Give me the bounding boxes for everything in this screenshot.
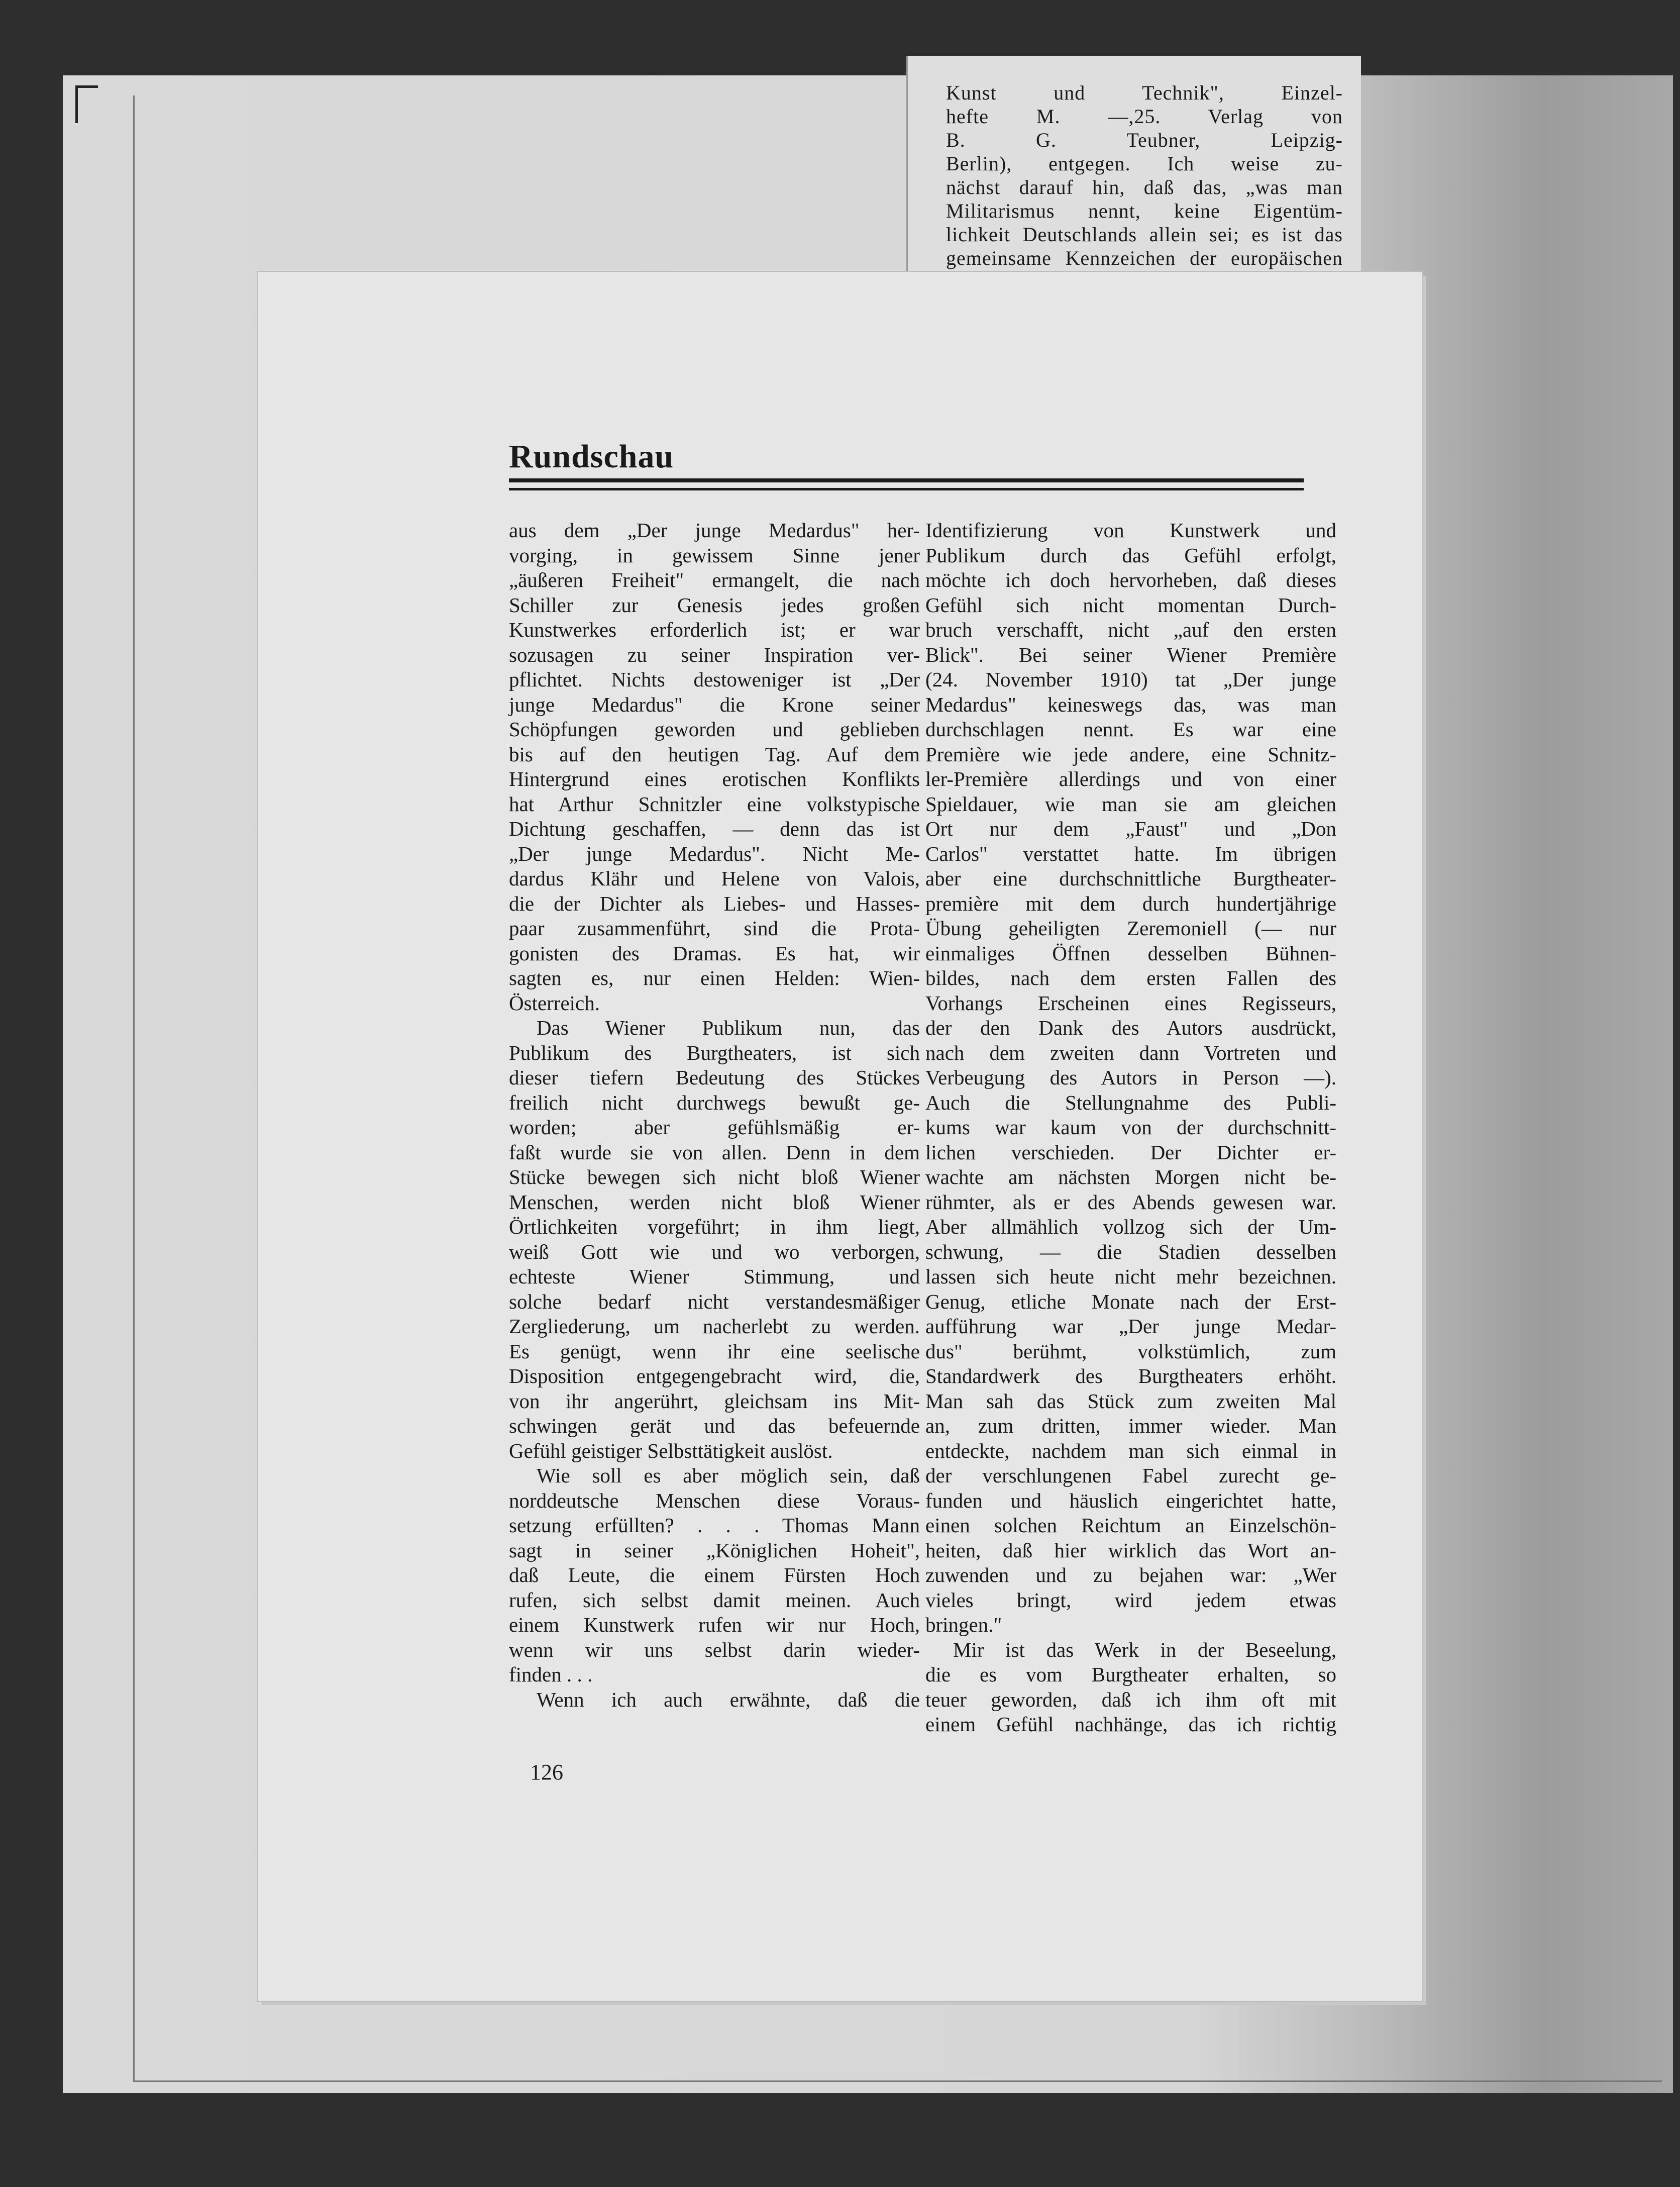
text-line: Vorhangs Erscheinen eines Regisseurs,: [925, 991, 1336, 1015]
text-line: Blick". Bei seiner Wiener Première: [925, 643, 1336, 666]
title-rule: [509, 478, 1304, 482]
text-line: vorging, in gewissem Sinne jener: [509, 543, 920, 567]
text-line: bildes, nach dem ersten Fallen des: [925, 966, 1336, 989]
text-line: Carlos" verstattet hatte. Im übrigen: [925, 842, 1336, 865]
text-line: rufen, sich selbst damit meinen. Auch: [509, 1588, 920, 1612]
text-line: der verschlungenen Fabel zurecht ge-: [925, 1464, 1336, 1487]
text-line: paar zusammenführt, sind die Prota-: [509, 917, 920, 940]
text-line: freilich nicht durchwegs bewußt ge-: [509, 1090, 920, 1114]
text-line: Kunstwerkes erforderlich ist; er war: [509, 618, 920, 641]
clipping-line: lichkeit Deutschlands allein sei; es ist das: [946, 223, 1343, 246]
text-line: Zergliederung, um nacherlebt zu werden.: [509, 1315, 920, 1338]
text-line: teuer geworden, daß ich ihm oft mit: [925, 1687, 1336, 1711]
text-line: Disposition entgegengebracht wird, die,: [509, 1364, 920, 1387]
text-line: lichen verschieden. Der Dichter er-: [925, 1140, 1336, 1164]
text-line: Medardus" keineswegs das, was man: [925, 692, 1336, 716]
text-line: Schöpfungen geworden und geblieben: [509, 718, 920, 741]
text-line: sozusagen zu seiner Inspiration ver-: [509, 643, 920, 666]
left-column: [509, 518, 920, 1712]
text-line: Es genügt, wenn ihr eine seelische: [509, 1339, 920, 1363]
text-line: finden . . .: [509, 1663, 593, 1686]
text-line: Auch die Stellungnahme des Publi-: [925, 1090, 1336, 1114]
text-line: Première wie jede andere, eine Schnitz-: [925, 742, 1336, 766]
clipping-line: nächst darauf hin, daß das, „was man: [946, 176, 1343, 198]
text-line: pflichtet. Nichts destoweniger ist „Der: [509, 668, 920, 691]
text-line: durchschlagen nennt. Es war eine: [925, 718, 1336, 741]
text-line: nach dem zweiten dann Vortreten und: [925, 1041, 1336, 1064]
text-line: rühmter, als er des Abends gewesen war.: [925, 1190, 1336, 1214]
clipping-line: gemeinsame Kennzeichen der europäischen: [946, 247, 1343, 269]
text-line: faßt wurde sie von allen. Denn in dem: [509, 1140, 920, 1164]
clipping-line: Militarismus nennt, keine Eigentüm-: [946, 200, 1343, 222]
text-line: Publikum durch das Gefühl erfolgt,: [925, 543, 1336, 567]
text-line: an, zum dritten, immer wieder. Man: [925, 1414, 1336, 1437]
text-line: première mit dem durch hundertjährige: [925, 891, 1336, 915]
text-line: einen solchen Reichtum an Einzelschön-: [925, 1514, 1336, 1537]
text-line: lassen sich heute nicht mehr bezeichnen.: [925, 1265, 1336, 1288]
text-line: dus" berühmt, volkstümlich, zum: [925, 1339, 1336, 1363]
text-line: heiten, daß hier wirklich das Wort an-: [925, 1538, 1336, 1562]
text-line: Publikum des Burgtheaters, ist sich: [509, 1041, 920, 1064]
text-line: Gefühl sich nicht momentan Durch-: [925, 593, 1336, 617]
text-line: Wie soll es aber möglich sein, daß: [537, 1464, 920, 1487]
newspaper-clipping: [906, 56, 1361, 272]
text-line: funden und häuslich eingerichtet hatte,: [925, 1488, 1336, 1512]
text-line: „äußeren Freiheit" ermangelt, die nach: [509, 568, 920, 591]
text-line: möchte ich doch hervorheben, daß dieses: [925, 568, 1336, 591]
text-line: Schiller zur Genesis jedes großen: [509, 593, 920, 617]
text-line: Wenn ich auch erwähnte, daß die: [537, 1687, 920, 1711]
text-line: gonisten des Dramas. Es hat, wir: [509, 941, 920, 965]
text-line: hat Arthur Schnitzler eine volkstypische: [509, 792, 920, 816]
text-line: aufführung war „Der junge Medar-: [925, 1315, 1336, 1338]
title-rule-thin: [509, 488, 1304, 490]
text-line: bruch verschafft, nicht „auf den ersten: [925, 618, 1336, 641]
text-line: Stücke bewegen sich nicht bloß Wiener: [509, 1165, 920, 1188]
text-line: Österreich.: [509, 991, 600, 1015]
text-line: kums war kaum von der durchschnitt-: [925, 1116, 1336, 1139]
text-line: Übung geheiligten Zeremoniell (— nur: [925, 917, 1336, 940]
text-line: norddeutsche Menschen diese Voraus-: [509, 1488, 920, 1512]
text-line: junge Medardus" die Krone seiner: [509, 692, 920, 716]
text-line: Ort nur dem „Faust" und „Don: [925, 817, 1336, 840]
text-line: Verbeugung des Autors in Person —).: [925, 1066, 1336, 1089]
text-line: bis auf den heutigen Tag. Auf dem: [509, 742, 920, 766]
right-column: [925, 518, 1336, 1737]
text-line: schwingen gerät und das befeuernde: [509, 1414, 920, 1437]
section-title: Rundschau: [509, 438, 674, 475]
text-line: wachte am nächsten Morgen nicht be-: [925, 1165, 1336, 1188]
text-line: Identifizierung von Kunstwerk und: [925, 519, 1336, 542]
text-line: der den Dank des Autors ausdrückt,: [925, 1016, 1336, 1039]
text-line: zuwenden und zu bejahen war: „Wer: [925, 1563, 1336, 1586]
text-line: aus dem „Der junge Medardus" her-: [509, 519, 920, 542]
text-line: vieles bringt, wird jedem etwas: [925, 1588, 1336, 1612]
text-line: dieser tiefern Bedeutung des Stückes: [509, 1066, 920, 1089]
clipping-line: B. G. Teubner, Leipzig-: [946, 129, 1343, 151]
text-line: daß Leute, die einem Fürsten Hoch: [509, 1563, 920, 1586]
text-line: Genug, etliche Monate nach der Erst-: [925, 1289, 1336, 1313]
text-line: Standardwerk des Burgtheaters erhöht.: [925, 1364, 1336, 1387]
text-line: ler-Première allerdings und von einer: [925, 767, 1336, 790]
text-line: setzung erfüllten? . . . Thomas Mann: [509, 1514, 920, 1537]
text-line: dardus Klähr und Helene von Valois,: [509, 867, 920, 890]
text-line: Örtlichkeiten vorgeführt; in ihm liegt,: [509, 1215, 920, 1238]
text-line: einem Gefühl nachhänge, das ich richtig: [925, 1713, 1336, 1736]
text-line: sagt in seiner „Königlichen Hoheit",: [509, 1538, 920, 1562]
text-line: Mir ist das Werk in der Beseelung,: [953, 1638, 1336, 1661]
clipping-line: hefte M. —,25. Verlag von: [946, 105, 1343, 128]
text-line: von ihr angerührt, gleichsam ins Mit-: [509, 1389, 920, 1413]
clipping-line: Kunst und Technik", Einzel-: [946, 81, 1343, 104]
text-line: Hintergrund eines erotischen Konflikts: [509, 767, 920, 790]
text-line: Menschen, werden nicht bloß Wiener: [509, 1190, 920, 1214]
text-line: wenn wir uns selbst darin wieder-: [509, 1638, 920, 1661]
text-line: Man sah das Stück zum zweiten Mal: [925, 1389, 1336, 1413]
text-line: die es vom Burgtheater erhalten, so: [925, 1663, 1336, 1686]
text-line: Spieldauer, wie man sie am gleichen: [925, 792, 1336, 816]
text-line: worden; aber gefühlsmäßig er-: [509, 1116, 920, 1139]
text-line: Gefühl geistiger Selbsttätigkeit auslöst.: [509, 1439, 833, 1462]
clipping-line: Berlin), entgegen. Ich weise zu-: [946, 152, 1343, 175]
document-page: [258, 272, 1422, 2001]
text-line: weiß Gott wie und wo verborgen,: [509, 1240, 920, 1263]
text-line: schwung, — die Stadien desselben: [925, 1240, 1336, 1263]
text-line: aber eine durchschnittliche Burgtheater-: [925, 867, 1336, 890]
text-line: Dichtung geschaffen, — denn das ist: [509, 817, 920, 840]
text-line: „Der junge Medardus". Nicht Me-: [509, 842, 920, 865]
text-line: einmaliges Öffnen desselben Bühnen-: [925, 941, 1336, 965]
text-line: sagten es, nur einen Helden: Wien-: [509, 966, 920, 989]
text-line: einem Kunstwerk rufen wir nur Hoch,: [509, 1613, 920, 1636]
text-line: Aber allmählich vollzog sich der Um-: [925, 1215, 1336, 1238]
text-line: (24. November 1910) tat „Der junge: [925, 668, 1336, 691]
page-number: 126: [530, 1760, 563, 1784]
corner-mark: [75, 85, 98, 123]
text-line: Das Wiener Publikum nun, das: [537, 1016, 920, 1039]
text-line: bringen.": [925, 1613, 1002, 1636]
text-line: entdeckte, nachdem man sich einmal in: [925, 1439, 1336, 1462]
text-line: solche bedarf nicht verstandesmäßiger: [509, 1289, 920, 1313]
text-line: echteste Wiener Stimmung, und: [509, 1265, 920, 1288]
text-line: die der Dichter als Liebes- und Hasses-: [509, 891, 920, 915]
